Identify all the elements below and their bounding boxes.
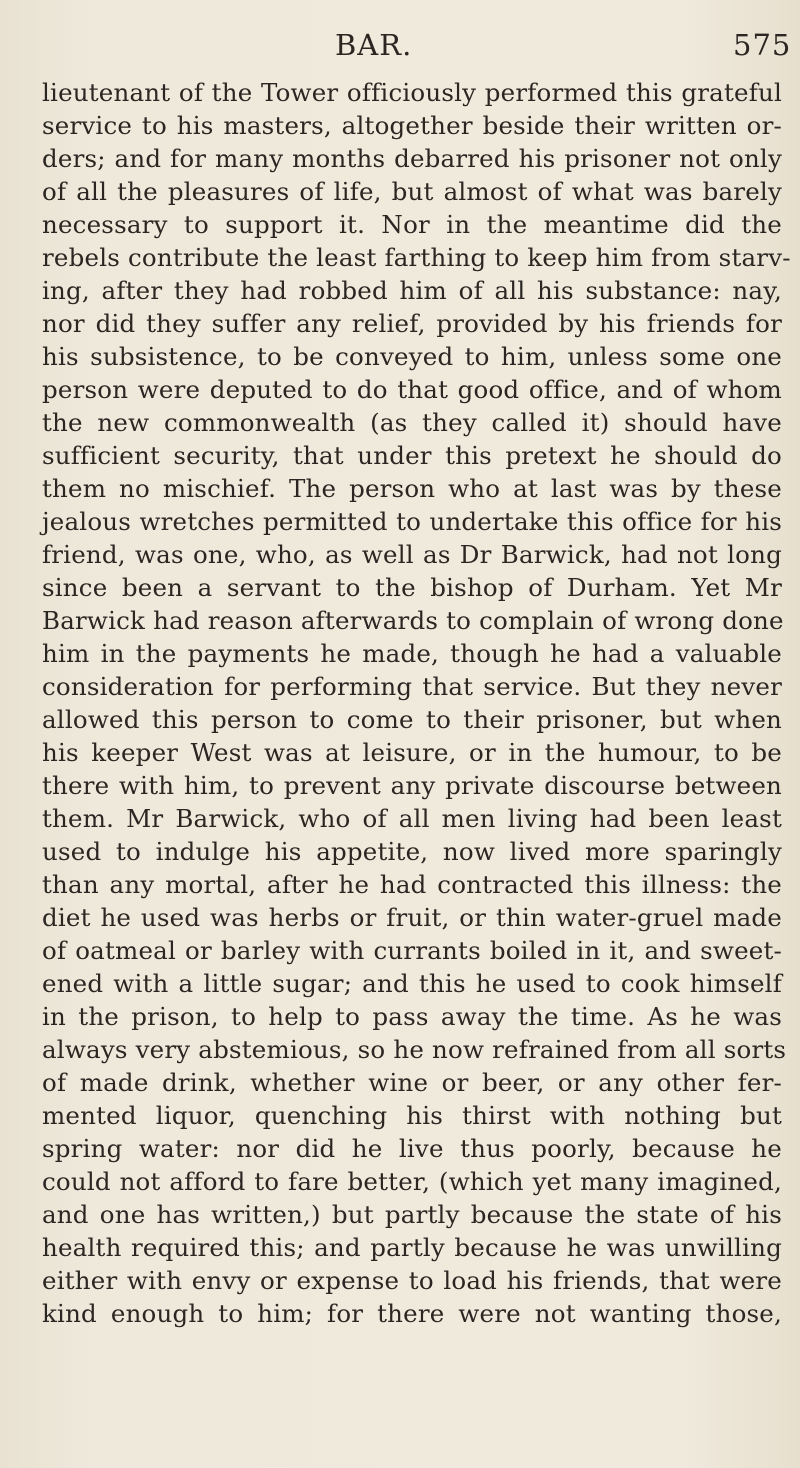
- text-line: nor did they suffer any relief, provided by his friends for: [42, 309, 782, 338]
- text-line: in the prison, to help to pass away the time. As he was: [42, 1002, 782, 1031]
- text-line: spring water: nor did he live thus poorly, because he: [42, 1134, 782, 1163]
- text-line: health required this; and partly because he was unwilling: [42, 1233, 782, 1262]
- text-line: of made drink, whether wine or beer, or any other fer-: [42, 1068, 782, 1097]
- text-line: friend, was one, who, as well as Dr Barwick, had not long: [42, 540, 782, 569]
- text-line: than any mortal, after he had contracted this illness: the: [42, 870, 782, 899]
- text-line: the new commonwealth (as they called it) should have: [42, 408, 782, 437]
- text-line: diet he used was herbs or fruit, or thin water-gruel made: [42, 903, 782, 932]
- text-line: necessary to support it. Nor in the meantime did the: [42, 210, 782, 239]
- text-line: person were deputed to do that good office, and of whom: [42, 375, 782, 404]
- text-line: service to his masters, altogether beside their written or-: [42, 111, 782, 140]
- text-line: ing, after they had robbed him of all his substance: nay,: [42, 276, 782, 305]
- text-line: allowed this person to come to their prisoner, but when: [42, 705, 782, 734]
- text-line: and one has written,) but partly because the state of his: [42, 1200, 782, 1229]
- text-line: lieutenant of the Tower officiously performed this grateful: [42, 78, 782, 107]
- running-head-title: BAR.: [335, 28, 413, 62]
- page-number: 575: [733, 28, 792, 62]
- text-line: kind enough to him; for there were not wanting those,: [42, 1299, 782, 1328]
- text-line: of all the pleasures of life, but almost of what was barely: [42, 177, 782, 206]
- text-line: could not afford to fare better, (which yet many imagined,: [42, 1167, 782, 1196]
- body-text: [42, 76, 791, 1330]
- text-line: sufficient security, that under this pretext he should do: [42, 441, 782, 470]
- text-line: either with envy or expense to load his friends, that were: [42, 1266, 782, 1295]
- text-line: ened with a little sugar; and this he used to cook himself: [42, 969, 782, 998]
- text-line: always very abstemious, so he now refrained from all sorts: [42, 1035, 787, 1064]
- text-line: jealous wretches permitted to undertake this office for his: [42, 507, 782, 536]
- text-line: there with him, to prevent any private discourse between: [42, 771, 782, 800]
- text-line: his subsistence, to be conveyed to him, unless some one: [42, 342, 782, 371]
- text-line: his keeper West was at leisure, or in the humour, to be: [42, 738, 782, 767]
- text-line: rebels contribute the least farthing to keep him from starv-: [42, 243, 791, 272]
- text-line: Barwick had reason afterwards to complain of wrong done: [42, 606, 784, 635]
- text-line: them no mischief. The person who at last was by these: [42, 474, 782, 503]
- text-line: consideration for performing that service. But they never: [42, 672, 782, 701]
- text-line: of oatmeal or barley with currants boiled in it, and sweet-: [42, 936, 782, 965]
- text-line: ders; and for many months debarred his prisoner not only: [42, 144, 782, 173]
- text-line: them. Mr Barwick, who of all men living had been least: [42, 804, 782, 833]
- text-line: used to indulge his appetite, now lived more sparingly: [42, 837, 782, 866]
- text-line: since been a servant to the bishop of Durham. Yet Mr: [42, 573, 782, 602]
- text-line: mented liquor, quenching his thirst with nothing but: [42, 1101, 782, 1130]
- running-head: [0, 22, 800, 72]
- text-line: him in the payments he made, though he had a valuable: [42, 639, 782, 668]
